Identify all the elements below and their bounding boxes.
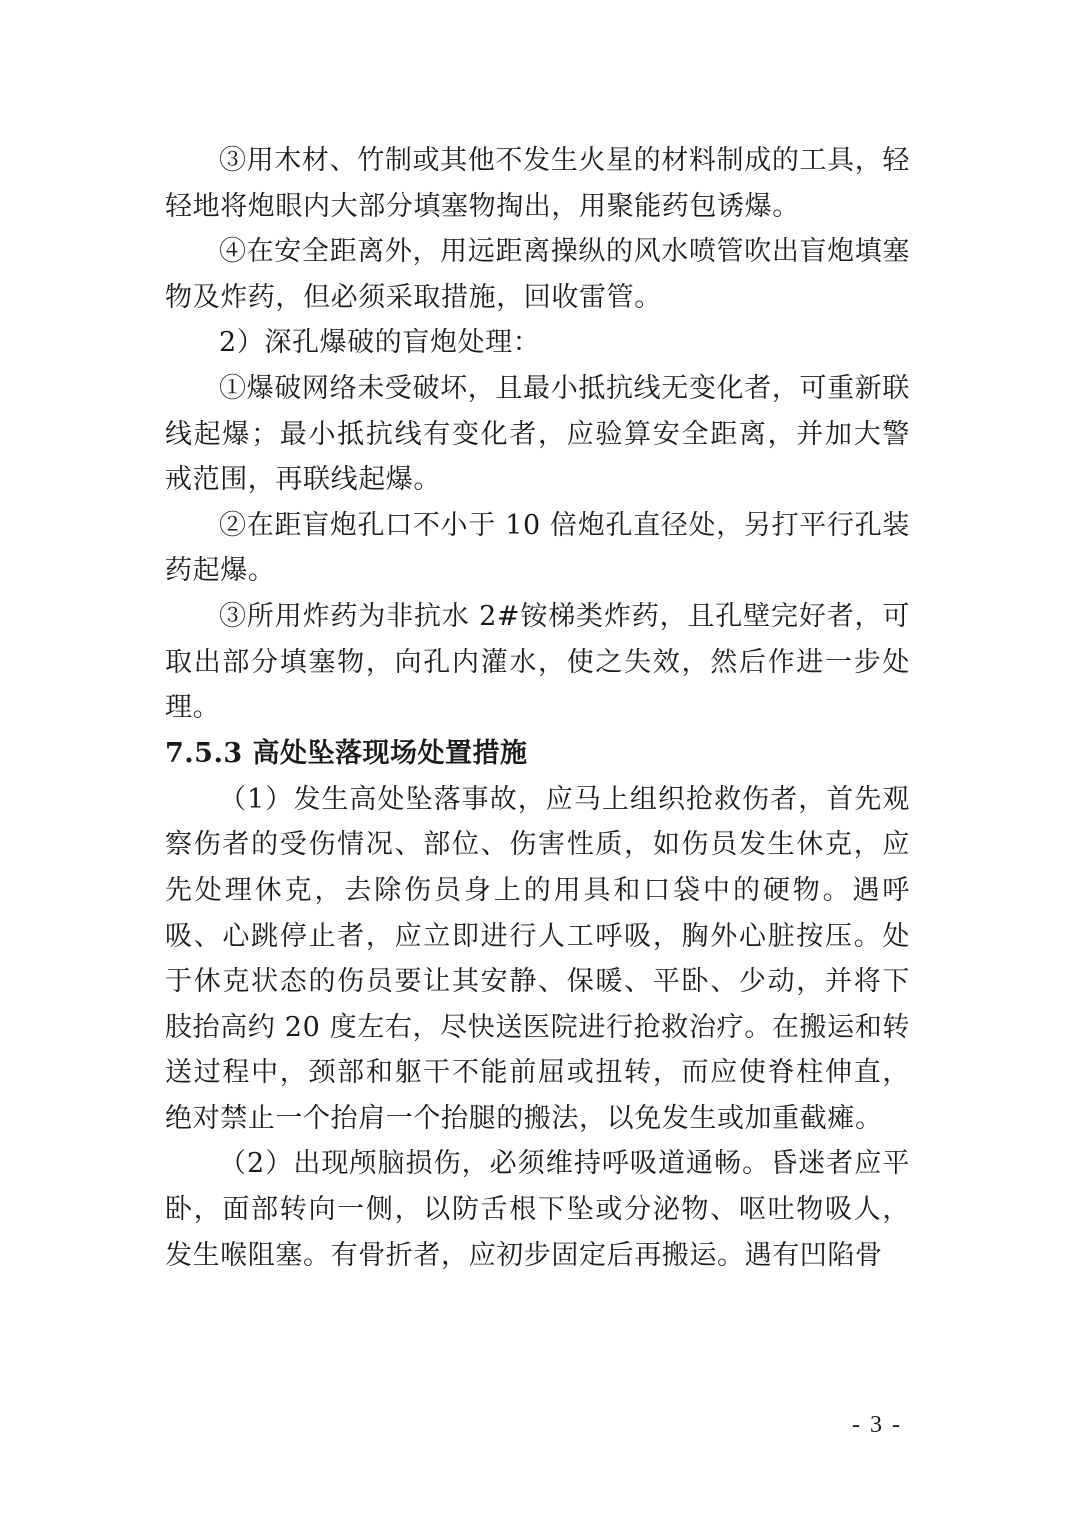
paragraph-blind-shot-method-3: ③用木材、竹制或其他不发生火星的材料制成的工具，轻轻地将炮眼内大部分填塞物掏出，用聚能药包诱爆。 [165, 145, 910, 222]
page-number: - 3 - [852, 1412, 902, 1438]
paragraph-fall-measure-1: （1）发生高处坠落事故，应马上组织抢救伤者，首先观察伤者的受伤情况、部位、伤害性质，如伤员发生休克，应先处理休克，去除伤员身上的用具和口袋中的硬物。遇呼吸、心跳停止者，应立即进行人工呼吸，胸外心脏按压。处于休克状态的伤员要让其安静、保暖、平卧、少动，并将下肢抬高约 20 度左右，尽快送医院进行抢救治疗。在搬运和转送过程中，颈部和躯干不能前屈或扭转，而应使脊柱伸直，绝对禁止一个抬肩一个抬腿的搬法，以免发生或加重截瘫。 [165, 783, 910, 1134]
paragraph-deep-hole-title: 2）深孔爆破的盲炮处理： [219, 327, 541, 359]
paragraph-deep-hole-method-3: ③所用炸药为非抗水 2#铵梯类炸药，且孔壁完好者，可取出部分填塞物，向孔内灌水，使之失效，然后作进一步处理。 [165, 600, 910, 724]
paragraph-deep-hole-method-2: ②在距盲炮孔口不小于 10 倍炮孔直径处，另打平行孔装药起爆。 [165, 509, 910, 587]
paragraph-blind-shot-method-4: ④在安全距离外，用远距离操纵的风水喷管吹出盲炮填塞物及炸药，但必须采取措施，回收雷管。 [165, 236, 910, 313]
section-heading: 7.5.3 高处坠落现场处置措施 [165, 737, 528, 769]
document-body [165, 138, 910, 1278]
paragraph-fall-measure-2: （2）出现颅脑损伤，必须维持呼吸道通畅。昏迷者应平卧，面部转向一侧，以防舌根下坠或分泌物、呕吐物吸人，发生喉阻塞。有骨折者，应初步固定后再搬运。遇有凹陷骨 [165, 1148, 910, 1271]
paragraph-deep-hole-method-1: ①爆破网络未受破坏，且最小抵抗线无变化者，可重新联线起爆；最小抵抗线有变化者，应验算安全距离，并加大警戒范围，再联线起爆。 [165, 372, 910, 496]
